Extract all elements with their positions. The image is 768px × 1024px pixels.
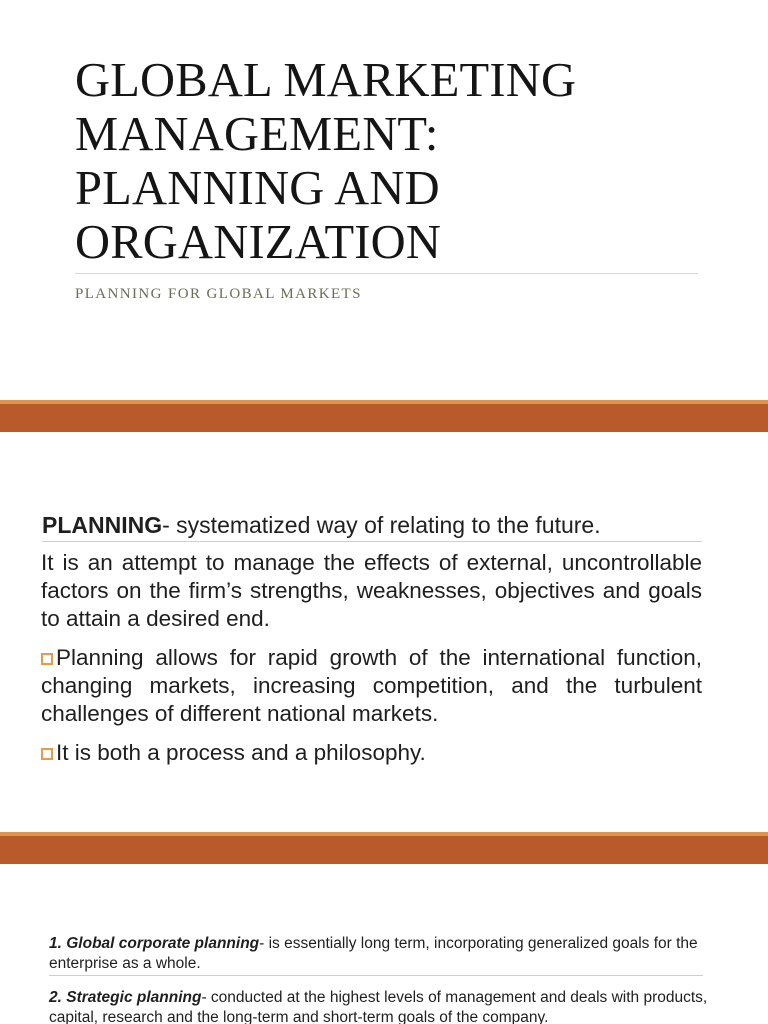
heading-divider xyxy=(42,541,702,542)
title-line-2: MANAGEMENT: xyxy=(75,108,439,161)
planning-type-text: - conducted at the highest levels of management and deals with products, capital, research and the long-term and short-term goals of the company. xyxy=(49,989,708,1024)
title-line-1: GLOBAL MARKETING xyxy=(75,54,577,107)
planning-type-term: 1. Global corporate planning xyxy=(49,935,260,952)
planning-term: PLANNING xyxy=(42,512,163,538)
title-divider xyxy=(75,273,698,274)
planning-type-item xyxy=(49,988,729,1024)
slide-title xyxy=(0,0,768,400)
slide-planning xyxy=(0,432,768,832)
slide-planning-types xyxy=(0,864,768,1024)
bullet-text: It is both a process and a philosophy. xyxy=(56,740,426,765)
slide-separator-band xyxy=(0,832,768,864)
planning-paragraph: It is an attempt to manage the effects of external, uncontrollable factors on the firm’s strengths, weaknesses, objectives and goals to attain a desired end. xyxy=(41,550,702,631)
bullet-item xyxy=(41,644,702,728)
title-line-4: ORGANIZATION xyxy=(75,216,442,269)
planning-definition xyxy=(42,510,601,540)
checkbox-bullet-icon xyxy=(41,748,53,760)
planning-type-item xyxy=(49,934,729,974)
planning-definition-text: - systematized way of relating to the future. xyxy=(162,512,601,538)
planning-type-text: - is essentially long term, incorporating generalized goals for the enterprise as a whole. xyxy=(49,935,698,972)
slide-separator-band xyxy=(0,400,768,432)
slide-title-heading xyxy=(75,54,715,270)
slide-subtitle: PLANNING FOR GLOBAL MARKETS xyxy=(75,286,362,302)
planning-type-term: 2. Strategic planning xyxy=(49,989,202,1006)
bullet-item xyxy=(41,739,702,767)
title-line-3: PLANNING AND xyxy=(75,162,440,215)
bullet-text: Planning allows for rapid growth of the international function, changing markets, increasing competition, and the turbulent challenges of different national markets. xyxy=(41,645,702,726)
checkbox-bullet-icon xyxy=(41,653,53,665)
item-divider xyxy=(49,975,703,976)
